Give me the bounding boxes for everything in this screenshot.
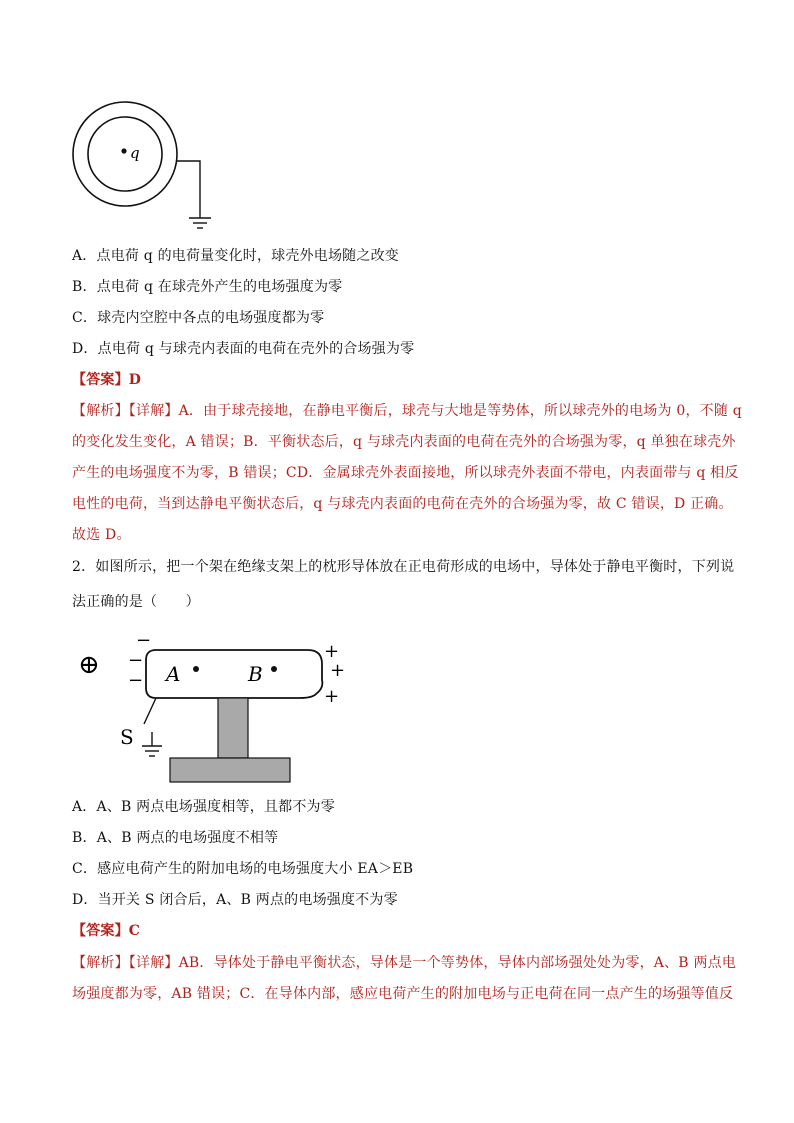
point-b-dot (271, 666, 277, 672)
q2-answer: 【答案】C (72, 923, 141, 939)
q2-explanation-line2: 场强度都为零，AB 错误；C．在导体内部，感应电荷产生的附加电场与正电荷在同一点产生的场强等值反 (72, 986, 734, 1002)
q1-explanation-line4: 电性的电荷，当到达静电平衡状态后，q 与球壳内表面的电荷在壳外的合场强为零，故 C 错误，D 正确。 (72, 496, 733, 512)
charge-label: q (130, 144, 140, 162)
point-charge-dot (121, 148, 126, 153)
q1-answer: 【答案】D (72, 372, 142, 388)
q2-option-b: B．A、B 两点的电场强度不相等 (72, 830, 279, 846)
q2-stem-line1: 2．如图所示，把一个架在绝缘支架上的枕形导体放在正电荷形成的电场中，导体处于静电平衡时，下列说 (72, 559, 735, 575)
induced-minus-2: − (128, 650, 144, 671)
switch-label: S (120, 725, 134, 749)
induced-plus-1: + (324, 641, 340, 662)
induced-minus-1: − (136, 630, 152, 651)
q2-stem-line2: 法正确的是（ ） (72, 594, 200, 610)
positive-source-charge: ⊕ (78, 650, 100, 680)
insulating-stand-post (218, 698, 248, 758)
q1-explanation-line5: 故选 D。 (72, 527, 131, 543)
q2-option-c: C．感应电荷产生的附加电场的电场强度大小 EA＞EB (72, 861, 414, 877)
point-b-label: B (248, 662, 263, 686)
shell-diagram (60, 90, 230, 240)
point-a-label: A (166, 662, 181, 686)
ground-wire (176, 161, 200, 218)
induced-plus-3: + (324, 686, 340, 707)
induced-minus-3: − (128, 670, 144, 691)
conductor-diagram (70, 628, 360, 788)
induced-plus-2: + (330, 660, 346, 681)
q1-option-a: A．点电荷 q 的电荷量变化时，球壳外电场随之改变 (72, 248, 399, 264)
q1-explanation-line1: 【解析】【详解】A．由于球壳接地，在静电平衡后，球壳与大地是等势体，所以球壳外的电场为 0，不随 q (72, 403, 742, 419)
q2-option-a: A．A、B 两点电场强度相等，且都不为零 (72, 799, 335, 815)
q1-option-b: B．点电荷 q 在球壳外产生的电场强度为零 (72, 279, 343, 295)
inner-shell-circle (88, 117, 162, 191)
q1-option-c: C．球壳内空腔中各点的电场强度都为零 (72, 310, 325, 326)
q2-explanation-line1: 【解析】【详解】AB．导体处于静电平衡状态，导体是一个等势体，导体内部场强处处为零，A、B 两点电 (72, 955, 737, 971)
point-a-dot (193, 666, 199, 672)
insulating-stand-base (170, 758, 290, 782)
switch-lever (144, 698, 156, 724)
q2-option-d: D．当开关 S 闭合后，A、B 两点的电场强度不为零 (72, 892, 398, 908)
q1-explanation-line3: 产生的电场强度不为零，B 错误；CD．金属球壳外表面接地，所以球壳外表面不带电，内表面带与 q 相反 (72, 465, 739, 481)
q1-explanation-line2: 的变化发生变化，A 错误；B．平衡状态后，q 与球壳内表面的电荷在壳外的合场强为零，q 单独在球壳外 (72, 434, 736, 450)
q1-option-d: D．点电荷 q 与球壳内表面的电荷在壳外的合场强为零 (72, 341, 415, 357)
